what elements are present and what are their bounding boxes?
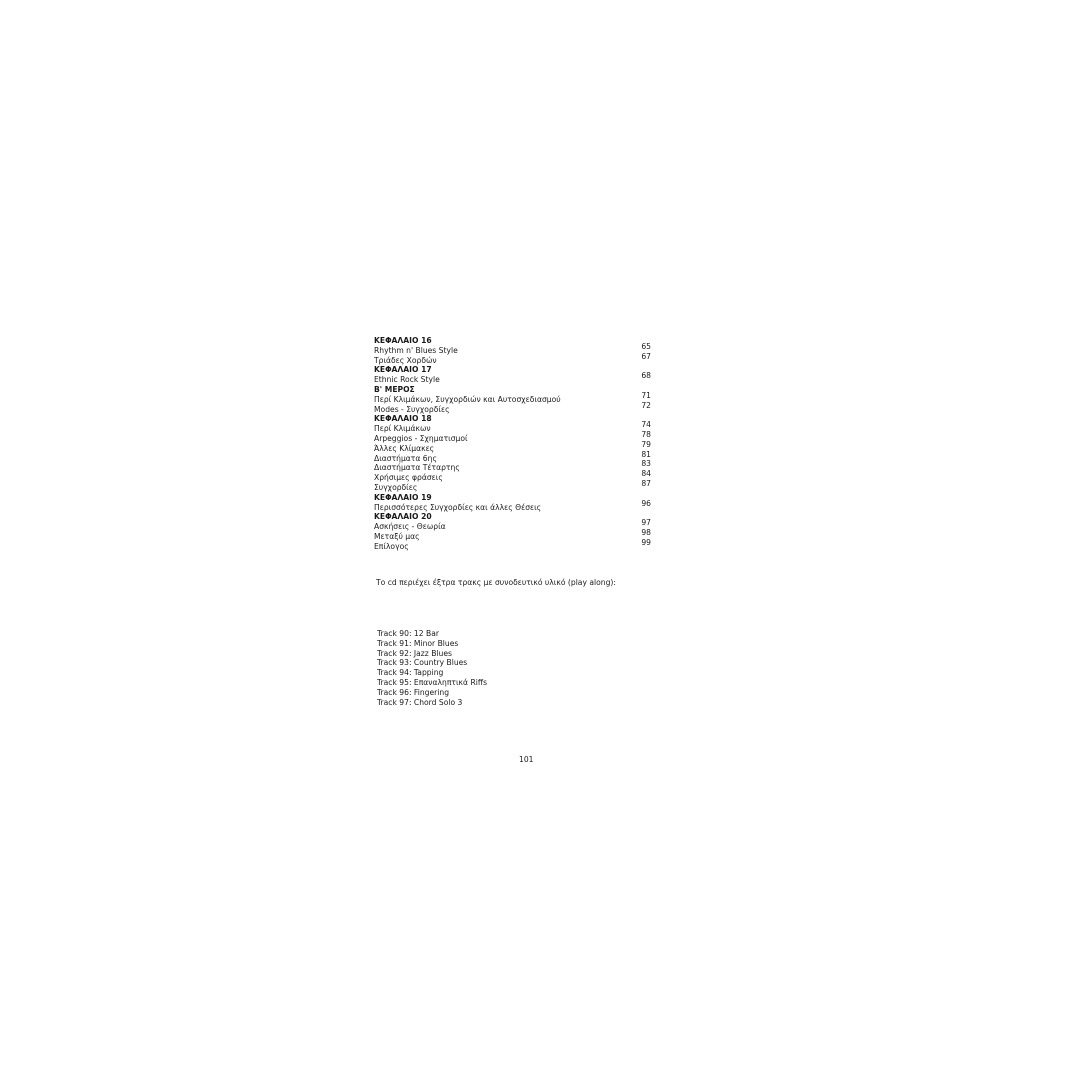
toc-entry (374, 449, 656, 464)
toc-entry-page: 98 (641, 527, 651, 537)
toc-entry-title: Ασκήσεις - Θεωρία (374, 522, 446, 532)
toc-entry (374, 351, 656, 366)
toc-entry-page: 78 (641, 429, 651, 439)
toc-entry-page: 99 (641, 537, 651, 547)
track-item: Track 90: 12 Bar (377, 629, 439, 638)
toc-entry-page: 79 (641, 439, 651, 449)
toc-entry (374, 341, 656, 356)
track-list (377, 629, 487, 707)
toc-entry-page: 97 (641, 518, 651, 528)
toc-entry-title: Arpeggios - Σχηματισμοί (374, 433, 468, 443)
toc-entry (374, 420, 656, 434)
toc-entry-title: Επίλογος (374, 541, 409, 551)
track-item: Track 92: Jazz Blues (377, 648, 452, 658)
track-item: Track 96: Fingering (377, 687, 450, 697)
toc-entry-title: Άλλες Κλίμακες (374, 443, 435, 453)
toc-entry-page: 87 (641, 478, 651, 488)
toc-entry-title: Διαστήματα 6ης (374, 453, 437, 463)
toc-heading (374, 365, 656, 375)
toc-entry-page: 81 (641, 449, 651, 459)
toc-entry-title: ΚΕΦΑΛΑΙΟ 17 (374, 365, 432, 375)
track-item: Track 95: Επαναληπτικά Riffs (377, 677, 488, 687)
toc-entry (374, 469, 656, 483)
toc-heading (374, 512, 656, 522)
toc-entry-page: 65 (641, 341, 651, 351)
toc-entry (374, 498, 656, 513)
page-number: 101 (519, 755, 534, 764)
toc-entry-title: Β' ΜΕΡΟΣ (374, 384, 415, 394)
toc-entry-title: ΚΕΦΑΛΑΙΟ 19 (374, 492, 432, 502)
toc-entry-title: Τριάδες Χορδών (374, 355, 437, 365)
toc-entry-title: Rhythm n' Blues Style (374, 345, 458, 355)
toc-entry-page: 67 (641, 351, 651, 361)
toc-entry (374, 400, 656, 415)
toc-entry-page: 68 (641, 371, 651, 381)
toc-entry (374, 439, 656, 454)
toc-entry-page: 72 (641, 400, 651, 410)
toc-entry-page: 96 (641, 498, 651, 508)
toc-entry-title: Περισσότερες Συγχορδίες και άλλες Θέσεις (374, 502, 542, 512)
toc-entry-title: Χρήσιμες φράσεις (374, 473, 443, 483)
toc-heading (374, 385, 656, 395)
toc-entry (374, 518, 656, 532)
toc-entry-title: Συγχορδίες (374, 482, 418, 492)
toc-heading (374, 493, 656, 503)
toc-entry (374, 459, 656, 473)
toc-entry-title: ΚΕΦΑΛΑΙΟ 16 (374, 336, 432, 345)
toc-entry-title: Περί Κλιμάκων, Συγχορδιών και Αυτοσχεδιασμού (374, 394, 561, 404)
toc-entry (374, 537, 656, 552)
toc-entry-title: Μεταξύ μας (374, 531, 420, 541)
toc-heading (374, 336, 656, 346)
toc-entry-page: 84 (641, 469, 651, 479)
table-of-contents (374, 336, 656, 552)
toc-entry-title: Modes - Συγχορδίες (374, 404, 450, 414)
toc-entry-page: 71 (641, 390, 651, 400)
toc-entry-title: Ethnic Rock Style (374, 375, 440, 385)
toc-entry (374, 371, 656, 385)
toc-entry-title: ΚΕΦΑΛΑΙΟ 20 (374, 512, 432, 522)
toc-entry-title: Διαστήματα Τέταρτης (374, 463, 460, 473)
toc-entry-title: Περί Κλιμάκων (374, 424, 431, 434)
toc-heading (374, 414, 656, 424)
track-item: Track 91: Minor Blues (377, 638, 459, 648)
toc-entry-title: ΚΕΦΑΛΑΙΟ 18 (374, 414, 432, 424)
toc-entry-page: 74 (641, 420, 651, 430)
cd-intro-text: Το cd περιέχει έξτρα τρακς με συνοδευτικό υλικό (play along): (376, 578, 616, 587)
track-item: Track 93: Country Blues (377, 658, 468, 668)
toc-entry (374, 390, 656, 405)
track-item: Track 94: Tapping (377, 668, 444, 678)
track-item: Track 97: Chord Solo 3 (377, 697, 463, 707)
toc-entry-page: 83 (641, 459, 651, 469)
